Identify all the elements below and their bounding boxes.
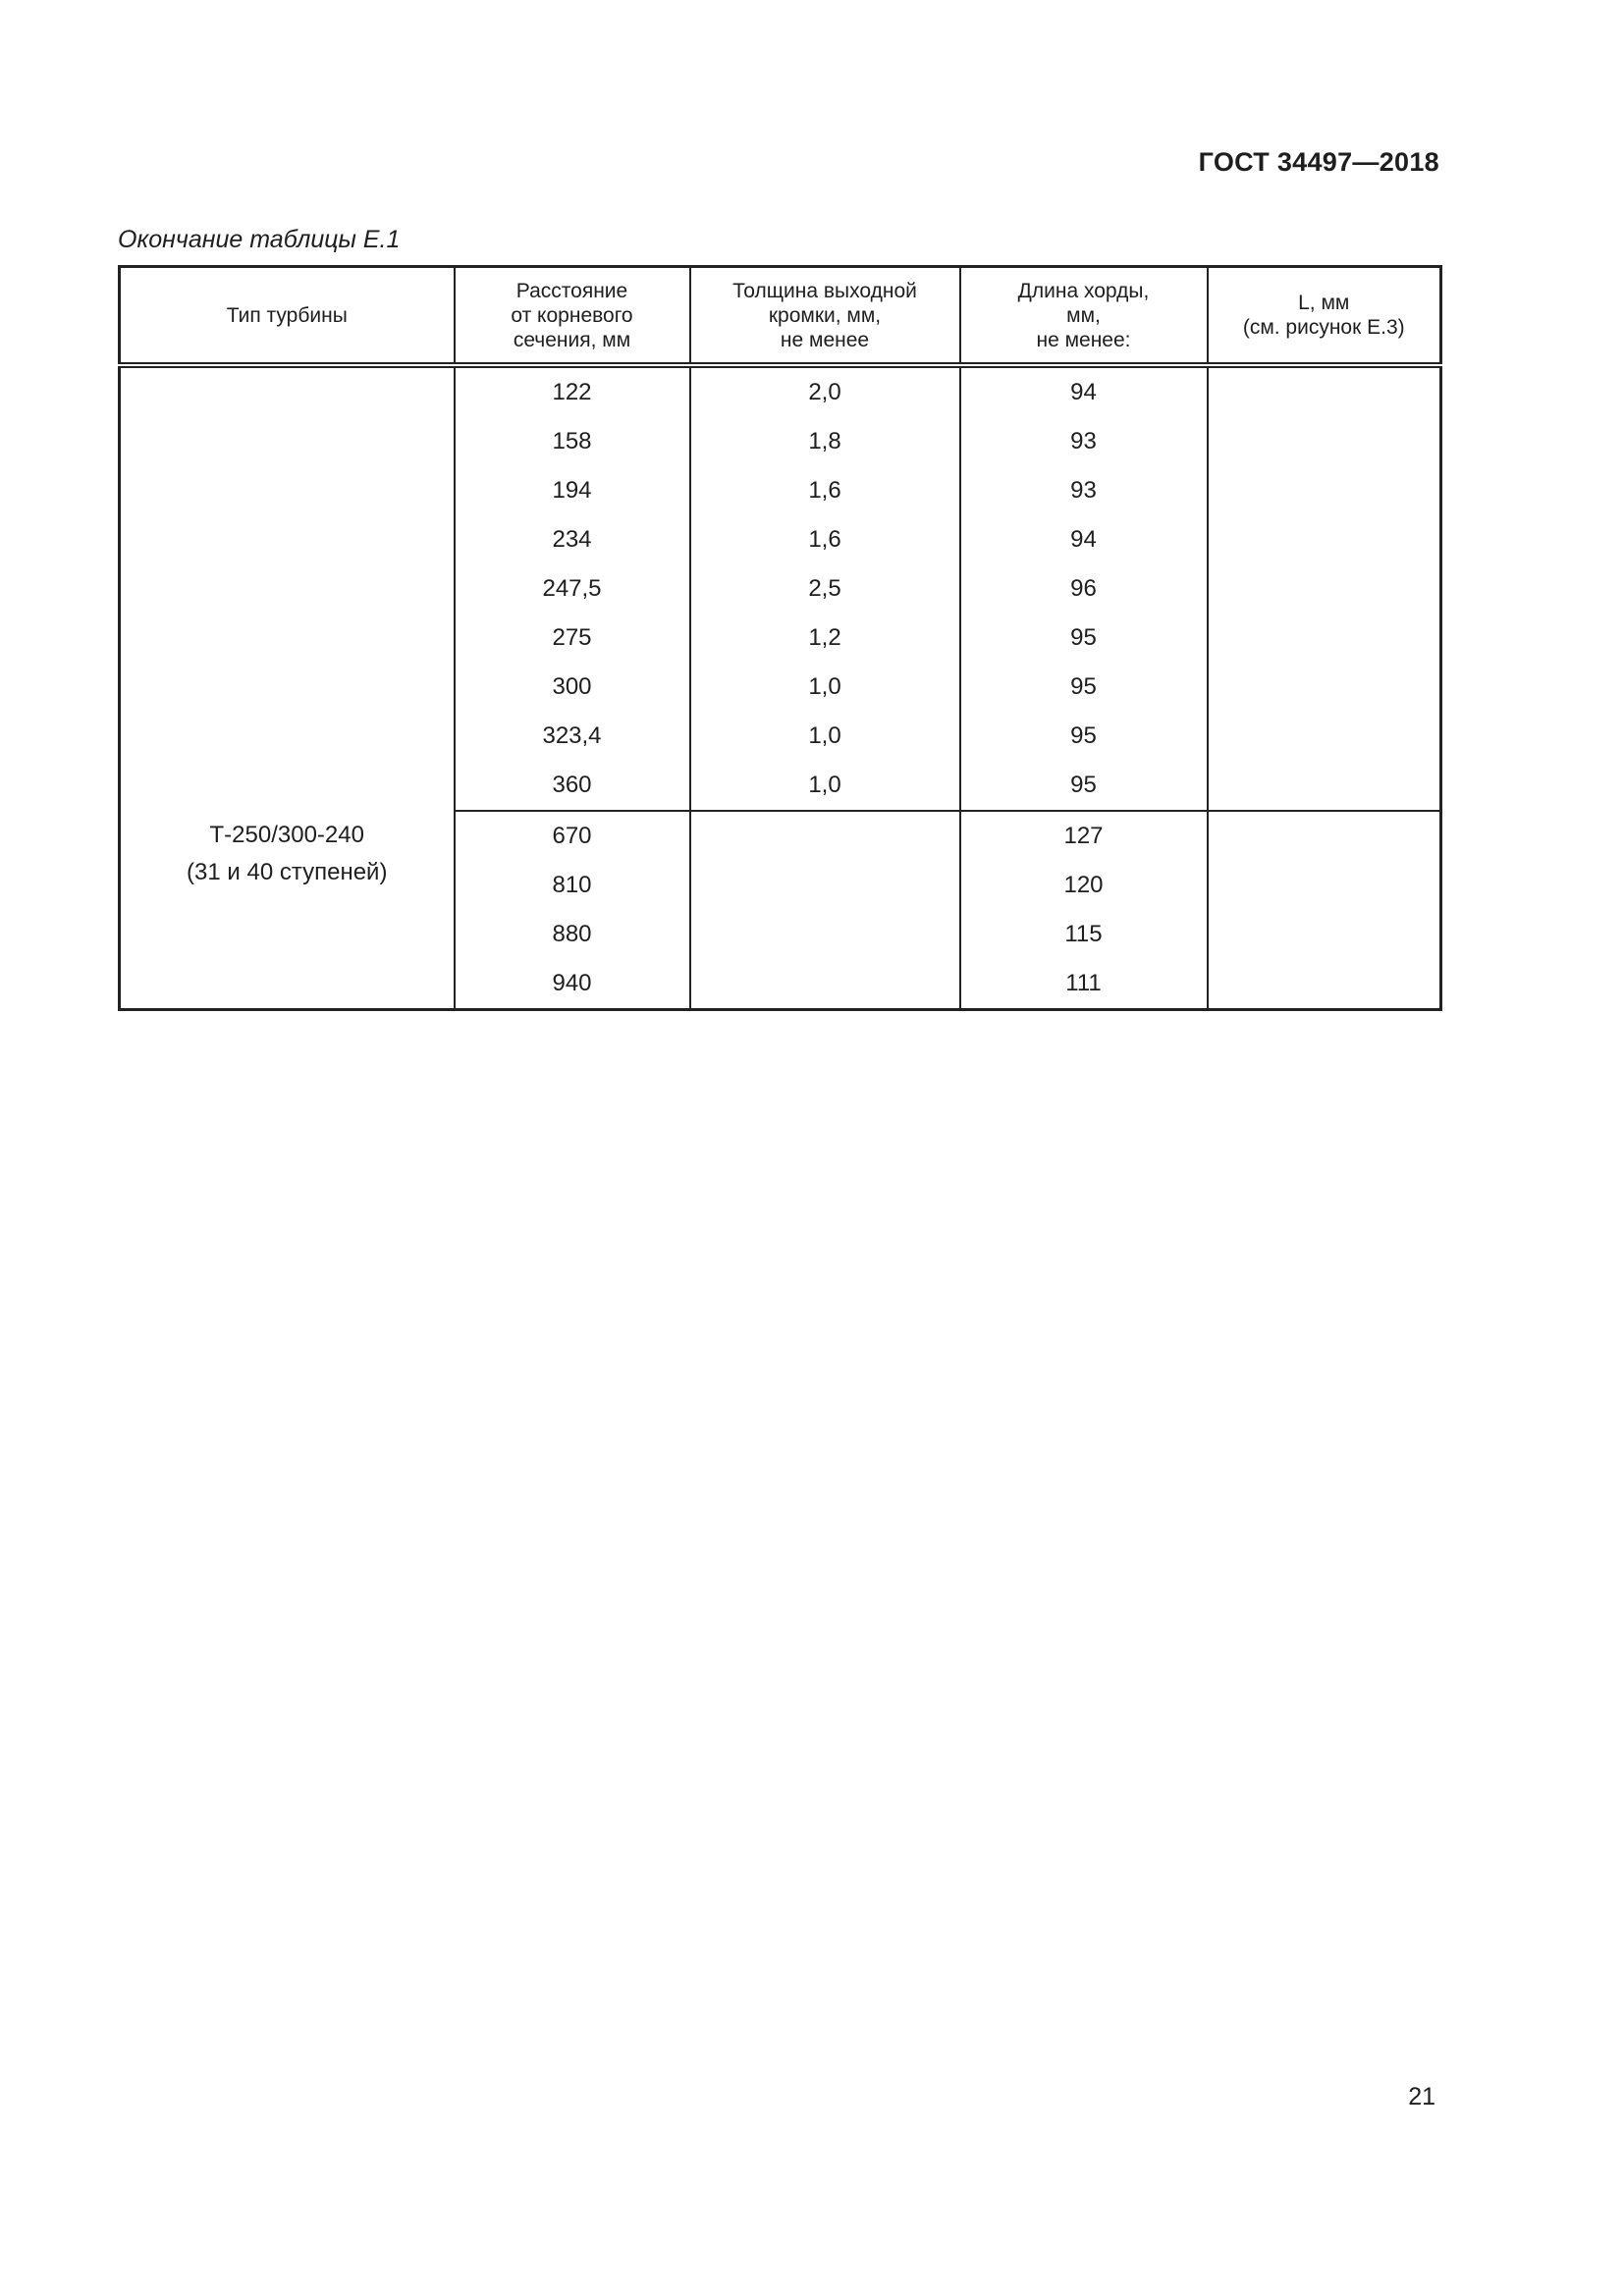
cell-L <box>1208 417 1441 466</box>
cell-L <box>1208 712 1441 761</box>
cell-distance: 234 <box>455 515 690 564</box>
table-caption: Окончание таблицы Е.1 <box>118 226 401 253</box>
header-line: не менее <box>780 328 870 351</box>
header-line: не менее: <box>1036 328 1131 351</box>
cell-L <box>1208 959 1441 1010</box>
cell-thickness: 1,2 <box>690 614 960 663</box>
cell-distance: 300 <box>455 663 690 712</box>
cell-chord-length: 120 <box>960 861 1208 910</box>
header-line: (см. рисунок Е.3) <box>1242 316 1405 339</box>
table-body <box>120 365 1441 1010</box>
cell-distance: 194 <box>455 466 690 515</box>
cell-distance: 247,5 <box>455 564 690 614</box>
cell-L <box>1208 466 1441 515</box>
cell-distance: 275 <box>455 614 690 663</box>
cell-distance: 323,4 <box>455 712 690 761</box>
header-line: Тип турбины <box>226 303 348 327</box>
cell-L <box>1208 663 1441 712</box>
cell-L <box>1208 564 1441 614</box>
table-header-row <box>120 267 1441 366</box>
cell-chord-length: 96 <box>960 564 1208 614</box>
cell-L <box>1208 515 1441 564</box>
cell-chord-length: 115 <box>960 910 1208 959</box>
cell-L <box>1208 365 1441 417</box>
table-row <box>120 365 1441 417</box>
data-table <box>118 265 1442 1011</box>
cell-chord-length: 93 <box>960 466 1208 515</box>
cell-thickness <box>690 861 960 910</box>
cell-chord-length: 95 <box>960 663 1208 712</box>
header-line: Толщина выходной <box>732 279 917 302</box>
cell-distance: 880 <box>455 910 690 959</box>
column-header-L <box>1208 267 1441 366</box>
cell-chord-length: 111 <box>960 959 1208 1010</box>
table-row <box>120 811 1441 861</box>
column-header-turbine-type <box>120 267 455 366</box>
column-header-chord-length <box>960 267 1208 366</box>
turbine-type-line: (31 и 40 ступеней) <box>187 859 388 885</box>
cell-thickness <box>690 959 960 1010</box>
cell-chord-length: 95 <box>960 614 1208 663</box>
cell-L <box>1208 811 1441 861</box>
cell-thickness: 1,0 <box>690 761 960 811</box>
header-line: Длина хорды, <box>1017 279 1150 302</box>
cell-distance: 940 <box>455 959 690 1010</box>
cell-thickness: 1,6 <box>690 466 960 515</box>
header-line: кромки, мм, <box>768 303 882 327</box>
cell-chord-length: 95 <box>960 761 1208 811</box>
cell-chord-length: 127 <box>960 811 1208 861</box>
header-line: Расстояние <box>515 279 628 302</box>
cell-distance: 810 <box>455 861 690 910</box>
cell-chord-length: 93 <box>960 417 1208 466</box>
cell-thickness <box>690 910 960 959</box>
header-line: мм, <box>1066 303 1101 327</box>
page-number: 21 <box>1408 2083 1435 2110</box>
cell-chord-length: 94 <box>960 515 1208 564</box>
cell-L <box>1208 614 1441 663</box>
cell-L <box>1208 910 1441 959</box>
cell-thickness: 1,6 <box>690 515 960 564</box>
cell-thickness: 1,0 <box>690 663 960 712</box>
column-header-distance <box>455 267 690 366</box>
cell-thickness: 1,8 <box>690 417 960 466</box>
cell-distance: 670 <box>455 811 690 861</box>
cell-chord-length: 95 <box>960 712 1208 761</box>
header-line: сечения, мм <box>513 328 631 351</box>
cell-distance: 158 <box>455 417 690 466</box>
cell-distance: 360 <box>455 761 690 811</box>
cell-turbine-type <box>120 365 455 811</box>
cell-L <box>1208 761 1441 811</box>
cell-thickness: 2,5 <box>690 564 960 614</box>
document-number: ГОСТ 34497—2018 <box>1198 147 1439 177</box>
header-line: от корневого <box>511 303 633 327</box>
cell-thickness <box>690 811 960 861</box>
cell-thickness: 1,0 <box>690 712 960 761</box>
cell-L <box>1208 861 1441 910</box>
column-header-thickness <box>690 267 960 366</box>
cell-turbine-type <box>120 811 455 1010</box>
turbine-type-line: Т-250/300-240 <box>209 822 364 848</box>
header-line: L, мм <box>1298 292 1350 314</box>
cell-thickness: 2,0 <box>690 365 960 417</box>
cell-distance: 122 <box>455 365 690 417</box>
cell-chord-length: 94 <box>960 365 1208 417</box>
